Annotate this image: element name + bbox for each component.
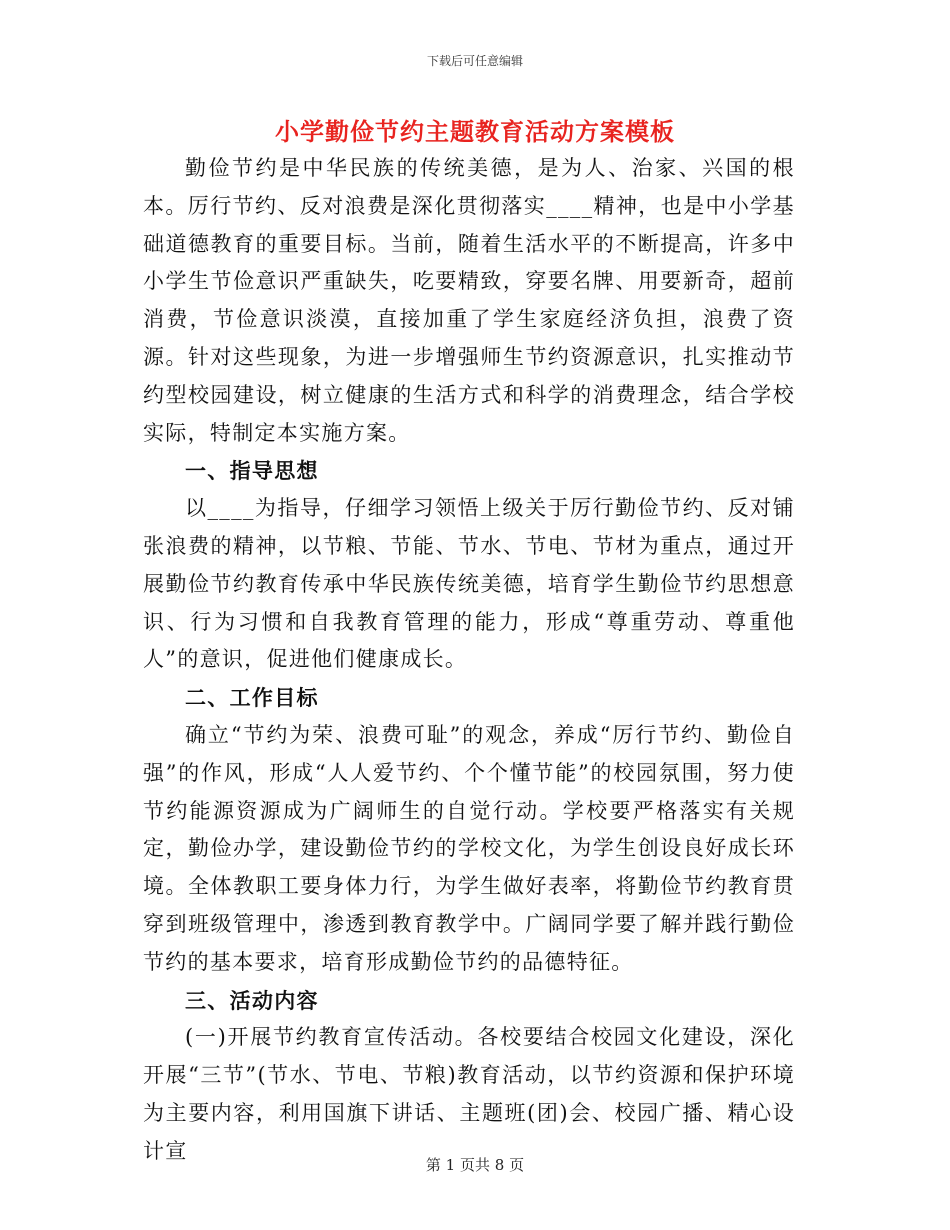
section-body-activity-content: (一)开展节约教育宣传活动。各校要结合校园文化建设，深化开展“三节”(节水、节电、节粮)教育活动，以节约资源和保护环境为主要内容，利用国旗下讲话、主题班(团)会、校园广播、精心设计宣	[143, 1025, 795, 1163]
section-heading-guiding-ideology: 一、指导思想	[185, 458, 319, 484]
section-body-guiding-ideology: 以____为指导，仔细学习领悟上级关于厉行勤俭节约、反对铺张浪费的精神，以节粮、节能、节水、节电、节材为重点，通过开展勤俭节约教育传承中华民族传统美德，培育学生勤俭节约思想意识、行为习惯和自我教育管理的能力，形成“尊重劳动、尊重他人”的意识，促进他们健康成长。	[143, 496, 795, 672]
intro-paragraph: 勤俭节约是中华民族的传统美德，是为人、治家、兴国的根本。厉行节约、反对浪费是深化贯彻落实____精神，也是中小学基础道德教育的重要目标。当前，随着生活水平的不断提高，许多中小学生节俭意识严重缺失，吃要精致，穿要名牌、用要新奇，超前消费，节俭意识淡漠，直接加重了学生家庭经济负担，浪费了资源。针对这些现象，为进一步增强师生节约资源意识，扎实推动节约型校园建设，树立健康的生活方式和科学的消费理念，结合学校实际，特制定本实施方案。	[143, 156, 795, 445]
section-heading-work-goals: 二、工作目标	[185, 685, 319, 711]
page-number: 第 1 页共 8 页	[425, 1156, 525, 1174]
document-title: 小学勤俭节约主题教育活动方案模板	[275, 117, 675, 146]
document-body	[143, 150, 795, 1171]
section-heading-activity-content: 三、活动内容	[185, 987, 319, 1013]
section-body-work-goals: 确立“节约为荣、浪费可耻”的观念，养成“厉行节约、勤俭自强”的作风，形成“人人爱节约、个个懂节能”的校园氛围，努力使节约能源资源成为广阔师生的自觉行动。学校要严格落实有关规定，勤俭办学，建设勤俭节约的学校文化，为学生创设良好成长环境。全体教职工要身体力行，为学生做好表率，将勤俭节约教育贯穿到班级管理中，渗透到教育教学中。广阔同学要了解并践行勤俭节约的基本要求，培育形成勤俭节约的品德特征。	[143, 722, 795, 974]
header-note: 下载后可任意编辑	[426, 54, 523, 68]
